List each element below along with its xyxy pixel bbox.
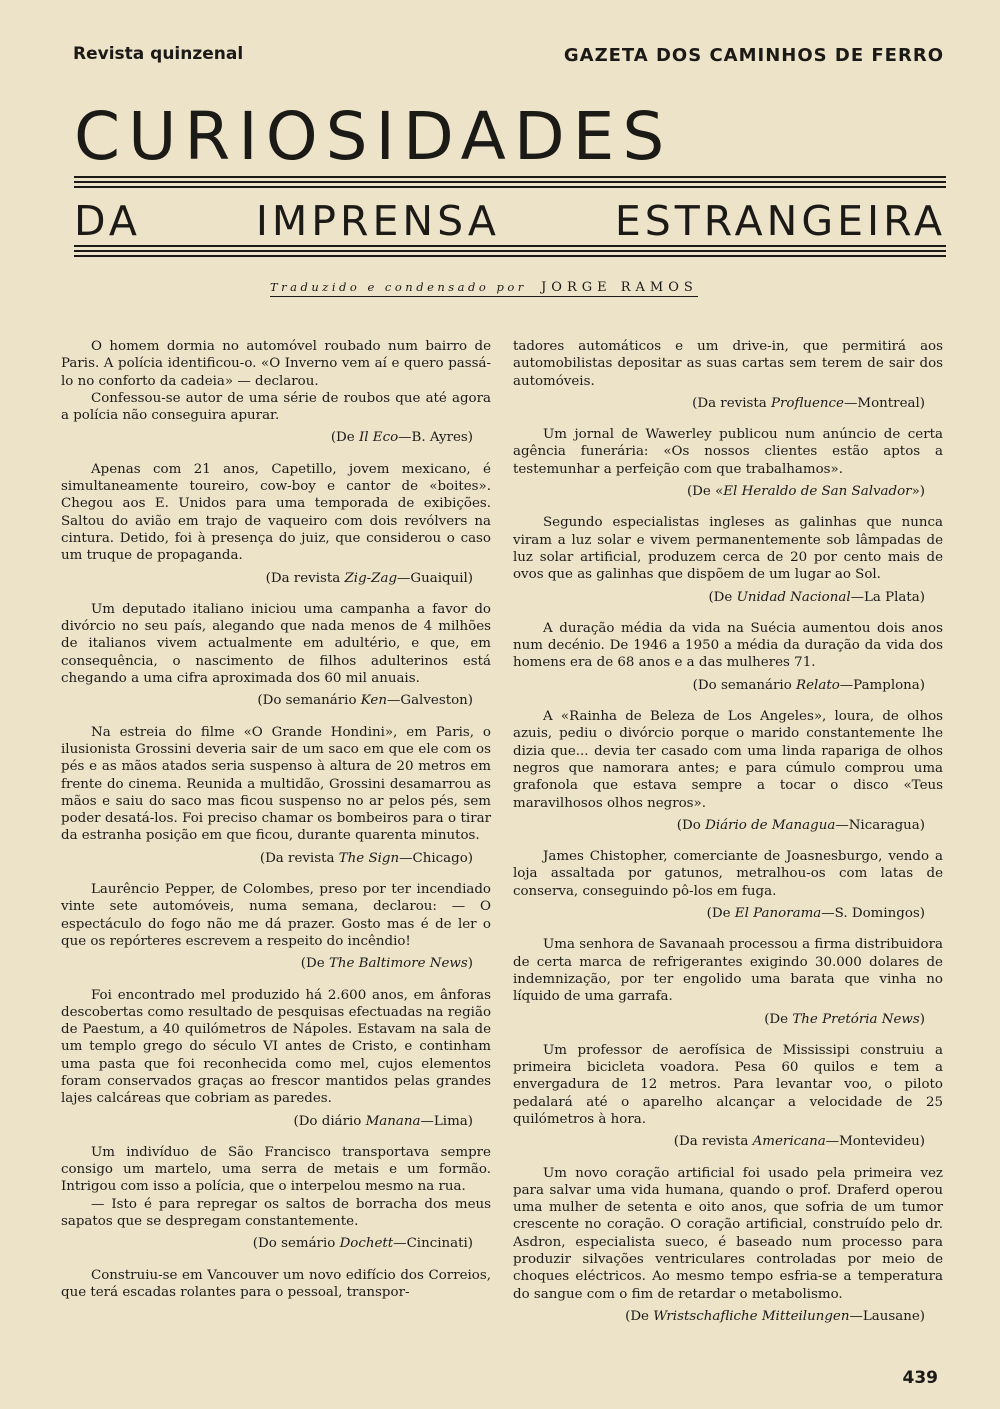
news-item <box>61 1267 491 1302</box>
news-paragraph: Laurêncio Pepper, de Colombes, preso por ter incendiado vinte sete automóveis, numa semana, declarou: — O espectáculo do fogo não me dá prazer. Gosto mas é de ler o que os repórteres escrevem a respeito do incêndio! <box>61 882 491 949</box>
source-suffix: —Montreal) <box>844 395 925 411</box>
news-source <box>513 817 943 834</box>
news-paragraph: James Chistopher, comerciante de Joasnesburgo, vendo a loja assaltada por gatunos, metralhou-os com latas de conserva, conseguindo pô-los em fuga. <box>513 849 943 899</box>
news-source <box>513 905 943 922</box>
news-paragraph: Um novo coração artificial foi usado pela primeira vez para salvar uma vida humana, quando o prof. Draferd operou uma mulher de setenta e oito anos, que sofria de um tumor crescente no coração. O coração artificial, construído pelo dr. Asdron, especialista sueco, é baseado num processo para produzir silvações ventriculares controladas por meio de choques eléctricos. Ao mesmo tempo esfria-se a temperatura do sangue com o fim de retardar o metabolismo. <box>513 1165 943 1302</box>
source-publication: Ken <box>360 693 387 709</box>
news-item <box>61 987 491 1130</box>
source-publication: Dochett <box>339 1236 394 1252</box>
news-paragraph: Um indivíduo de São Francisco transportava sempre consigo um martelo, uma serra de metais e um formão. Intrigou com isso a polícia, que o interpelou mesmo na rua. <box>61 1144 491 1195</box>
news-item <box>513 936 943 1027</box>
publication-name: GAZETA DOS CAMINHOS DE FERRO <box>563 45 944 66</box>
source-publication: Manana <box>365 1113 421 1129</box>
source-suffix: —Montevideu) <box>825 1134 925 1150</box>
source-suffix: ) <box>467 956 473 972</box>
news-source <box>513 1133 943 1150</box>
source-prefix: (De <box>764 1011 793 1027</box>
source-publication: Americana <box>752 1134 826 1150</box>
source-publication: Profluence <box>770 395 844 411</box>
source-suffix: —Lausane) <box>849 1308 925 1324</box>
news-item <box>513 338 943 412</box>
source-prefix: (Da revista <box>692 395 771 411</box>
page-title: CURIOSIDADES <box>74 98 673 175</box>
source-prefix: (Da revista <box>673 1134 753 1150</box>
title-rule-3 <box>74 186 946 188</box>
source-publication: The Pretória News <box>792 1011 920 1027</box>
source-suffix: —Chicago) <box>399 850 473 866</box>
news-item <box>61 338 491 447</box>
news-paragraph: Uma senhora de Savanaah processou a firma distribuidora de certa marca de refrigerantes exigindo 30.000 dolares de indemnização, por ter engolido uma barata que vinha no líquido de uma garrafa. <box>513 937 943 1005</box>
source-suffix: —Nicaragua) <box>835 817 925 833</box>
news-paragraph: Confessou-se autor de uma série de roubos que até agora a polícia não conseguira apurar. <box>61 390 491 424</box>
source-publication: Il Eco <box>358 430 399 446</box>
left-column <box>61 338 491 1301</box>
source-publication: Diário de Managua <box>705 817 836 833</box>
source-prefix: (De <box>625 1308 654 1324</box>
source-prefix: (Do semário <box>252 1236 340 1252</box>
news-item <box>513 1165 943 1326</box>
news-source <box>61 692 491 709</box>
source-publication: The Sign <box>338 850 400 866</box>
news-item <box>61 724 491 867</box>
news-paragraph: A duração média da vida na Suécia aumentou dois anos num decénio. De 1946 a 1950 a média da duração da vida dos homens era de 68 anos e a das mulheres 71. <box>513 620 943 671</box>
translator-name: JORGE RAMOS <box>541 280 698 295</box>
news-item <box>513 620 943 694</box>
news-source <box>61 955 491 972</box>
source-suffix: ») <box>911 484 925 500</box>
source-suffix: —La Plata) <box>850 589 925 605</box>
news-paragraph: O homem dormia no automóvel roubado num bairro de Paris. A polícia identificou-o. «O Inverno vem aí e quero passá-lo no conforto da cadeia» — declarou. <box>61 339 491 389</box>
source-publication: Unidad Nacional <box>736 589 851 605</box>
news-source <box>513 395 943 412</box>
news-item <box>513 426 943 500</box>
news-item <box>61 461 491 587</box>
source-prefix: (Do semanário <box>692 677 797 693</box>
page-number: 439 <box>902 1368 938 1388</box>
news-paragraph: — Isto é para repregar os saltos de borracha dos meus sapatos que se despregam constantemente. <box>61 1196 491 1230</box>
source-suffix: —Lima) <box>420 1113 473 1129</box>
news-source <box>513 483 943 500</box>
news-paragraph: Na estreia do filme «O Grande Hondini», em Paris, o ilusionista Grossini deveria sair de um saco em que ele com os pés e as mãos atados seria suspenso à altura de 20 metros em frente do cinema. Reunida a multidão, Grossini desamarrou as mãos e saiu do saco mas ficou suspenso no ar pelos pés, sem poder desatá-los. Foi preciso chamar os bombeiros para o tirar da estranha posição em que ficou, durante quarenta minutos. <box>61 724 491 844</box>
source-suffix: —Pamplona) <box>839 677 925 693</box>
news-source <box>61 1235 491 1252</box>
source-prefix: (Do diário <box>293 1113 366 1129</box>
news-paragraph: Construiu-se em Vancouver um novo edifício dos Correios, que terá escadas rolantes para o pessoal, transpor- <box>61 1267 491 1300</box>
source-prefix: (Da revista <box>265 570 345 586</box>
source-prefix: (Do semanário <box>257 693 361 709</box>
source-publication: El Heraldo de San Salvador <box>723 484 912 500</box>
news-paragraph: Apenas com 21 anos, Capetillo, jovem mexicano, é simultaneamente toureiro, cow-boy e cantor de «boites». Chegou aos E. Unidos para uma temporada de exibições. Saltou do avião em trajo de vaqueiro com dois revólvers na cintura. Detido, foi à presença do juiz, que considerou o caso um truque de propaganda. <box>61 461 491 564</box>
news-source <box>61 570 491 587</box>
news-item <box>61 1144 491 1253</box>
page-subtitle: DA IMPRENSA ESTRANGEIRA <box>74 197 946 245</box>
source-prefix: (Da revista <box>259 850 339 866</box>
title-rule-1 <box>74 176 946 178</box>
news-item <box>513 848 943 922</box>
news-source <box>513 589 943 606</box>
subtitle-rule-3 <box>74 255 946 257</box>
news-paragraph: Um professor de aerofísica de Mississipi construiu a primeira bicicleta voadora. Pesa 60 quilos e tem a envergadura de 12 metros. Para levantar voo, o piloto pedalará até o aparelho alcançar a velocidade de 25 quilómetros à hora. <box>513 1042 943 1127</box>
source-prefix: (De <box>706 906 735 922</box>
news-source <box>513 677 943 694</box>
source-suffix: —Galveston) <box>386 693 473 709</box>
news-paragraph: Segundo especialistas ingleses as galinhas que nunca viram a luz solar e vivem permanentemente sob lâmpadas de luz solar artificial, produzem cerca de 20 por cento mais de ovos que as galinhas que dispõem de um lugar ao Sol. <box>513 515 943 583</box>
source-publication: El Panorama <box>734 906 822 922</box>
news-source <box>61 850 491 867</box>
news-item <box>513 708 943 834</box>
news-source <box>61 1113 491 1130</box>
right-column <box>513 338 943 1339</box>
source-suffix: ) <box>919 1011 925 1027</box>
news-paragraph: A «Rainha de Beleza de Los Angeles», loura, de olhos azuis, pediu o divórcio porque o marido constantemente lhe dizia que... devia ter casado com uma linda rapariga de olhos negros que namorara antes; e para cúmulo comprou uma grafonola que estava sempre a tocar o disco «Teus maravilhosos olhos negros». <box>513 709 943 811</box>
source-suffix: —Cincinati) <box>393 1236 473 1252</box>
subtitle-rule-1 <box>74 245 946 247</box>
source-suffix: —S. Domingos) <box>821 906 925 922</box>
source-publication: Wristschafliche Mitteilungen <box>653 1308 850 1324</box>
news-paragraph: tadores automáticos e um drive-in, que permitirá aos automobilistas depositar as suas cartas sem terem de sair dos automóveis. <box>513 339 943 389</box>
byline <box>270 280 698 297</box>
source-publication: The Baltimore News <box>328 956 468 972</box>
news-item <box>513 1042 943 1151</box>
source-publication: Zig-Zag <box>344 570 398 586</box>
periodicity-label: Revista quinzenal <box>73 44 244 64</box>
news-paragraph: Um deputado italiano iniciou uma campanha a favor do divórcio no seu país, alegando que nada menos de 4 milhões de italianos vivem actualmente em adultério, e que, em consequência, o nascimento de filhos adulterinos está chegando a uma cifra aproximada dos 60 mil anuais. <box>61 601 491 687</box>
news-source <box>61 429 491 446</box>
source-prefix: (De <box>708 589 737 605</box>
news-item <box>61 601 491 710</box>
title-rule-2 <box>74 181 946 183</box>
news-source <box>513 1308 943 1325</box>
subtitle-rule-2 <box>74 250 946 252</box>
source-prefix: (De <box>330 430 359 446</box>
source-suffix: —Guaiquil) <box>397 570 473 586</box>
byline-prefix: Traduzido e condensado por <box>270 280 527 294</box>
source-prefix: (De « <box>686 484 724 500</box>
source-prefix: (Do <box>676 817 706 833</box>
source-prefix: (De <box>300 956 329 972</box>
news-item <box>61 881 491 972</box>
source-publication: Relato <box>796 677 840 693</box>
news-item <box>513 514 943 605</box>
news-source <box>513 1011 943 1028</box>
source-suffix: —B. Ayres) <box>398 430 473 446</box>
news-paragraph: Um jornal de Wawerley publicou num anúncio de certa agência funerária: «Os nossos clientes estão aptos a testemunhar a perfeição com que trabalhamos». <box>513 427 943 477</box>
news-paragraph: Foi encontrado mel produzido há 2.600 anos, em ânforas descobertas como resultado de pesquisas efectuadas na região de Paestum, a 40 quilómetros de Nápoles. Estavam na sala de um templo grego do século VI antes de Cristo, e continham uma pasta que foi reconhecida como mel, cujos elementos foram conservados graças ao frescor mantidos pelas grandes lajes calcáreas que cobriam as paredes. <box>61 987 491 1107</box>
